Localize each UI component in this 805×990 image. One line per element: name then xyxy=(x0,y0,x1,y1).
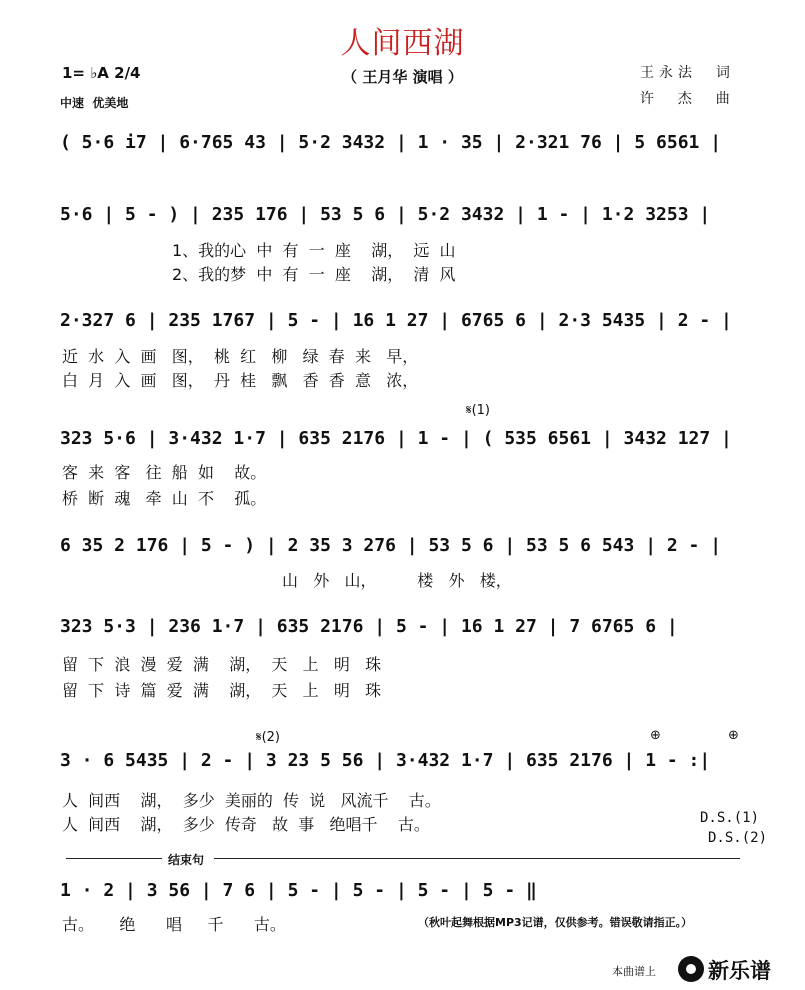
score-row-2: 5·6 | 5 - ) | 235 176 | 53 5 6 | 5·2 3432 | 1 - | 1·2 3253 | xyxy=(60,204,711,225)
lyric-row-5: 山 外 山， 楼 外 楼， xyxy=(282,571,512,590)
segno-1-mark: 𝄋(1) xyxy=(466,403,491,418)
score-row-4: 323 5·6 | 3·432 1·7 | 635 2176 | 1 - | ( 535 6561 | 3432 127 | xyxy=(60,428,732,449)
score-row-8: 1 · 2 | 3 56 | 7 6 | 5 - | 5 - | 5 - | 5 - ‖ xyxy=(60,880,537,901)
lyric-row-4-verse-2: 桥 断 魂 牵 山 不 孤。 xyxy=(62,489,267,508)
coda-mark-1: ⊕ xyxy=(650,728,661,743)
lyric-row-3-verse-2: 白 月 入 画 图， 丹 桂 飘 香 香 意 浓， xyxy=(62,371,419,390)
lyric-row-6-verse-1: 留 下 浪 漫 爱 满 湖， 天 上 明 珠 xyxy=(62,655,382,674)
song-title: 人间西湖 xyxy=(340,26,465,61)
ending-line-right xyxy=(214,858,740,859)
ending-label: 结束句 xyxy=(168,853,205,867)
lyric-row-8: 古。 绝 唱 千 古。 xyxy=(62,915,286,934)
lyric-row-3-verse-1: 近 水 入 画 图， 桃 红 柳 绿 春 来 早， xyxy=(62,347,419,366)
lyric-row-7-verse-1: 人 间西 湖， 多少 美丽的 传 说 风流千 古。 xyxy=(62,791,441,810)
composer-credit: 许 杰 曲 xyxy=(640,91,735,107)
singer-credit: （ 王月华 演唱 ） xyxy=(342,68,463,86)
coda-mark-2: ⊕ xyxy=(728,728,739,743)
vinyl-logo-icon xyxy=(678,956,704,982)
ds-1-mark: D.S.(1) xyxy=(700,810,760,826)
lyricist-credit: 王永法 词 xyxy=(640,65,735,81)
score-row-3: 2·327 6 | 235 1767 | 5 - | 16 1 27 | 6765 6 | 2·3 5435 | 2 - | xyxy=(60,310,732,331)
brand-name: 新乐谱 xyxy=(708,959,771,983)
score-row-6: 323 5·3 | 236 1·7 | 635 2176 | 5 - | 16 1 27 | 7 6765 6 | xyxy=(60,616,678,637)
ending-line-left xyxy=(66,858,162,859)
lyric-row-7-verse-2: 人 间西 湖， 多少 传奇 故 事 绝唱千 古。 xyxy=(62,815,430,834)
key-signature: 1= ♭A 2/4 xyxy=(62,64,141,82)
lyric-row-6-verse-2: 留 下 诗 篇 爱 满 湖， 天 上 明 珠 xyxy=(62,681,382,700)
lyric-row-2-verse-1: 1、我的心 中 有 一 座 湖， 远 山 xyxy=(172,241,456,260)
segno-2-mark: 𝄋(2) xyxy=(256,730,281,745)
score-row-1: ( 5·6 i7 | 6·765 43 | 5·2 3432 | 1 · 35 | 2·321 76 | 5 6561 | xyxy=(60,132,722,153)
tempo-marking: 中速 优美地 xyxy=(60,96,129,110)
lyric-row-4-verse-1: 客 来 客 往 船 如 故。 xyxy=(62,463,267,482)
transcription-note: （秋叶起舞根据MP3记谱，仅供参考。错误敬请指正。） xyxy=(418,916,693,929)
score-row-5: 6 35 2 176 | 5 - ) | 2 35 3 276 | 53 5 6 | 53 5 6 543 | 2 - | xyxy=(60,535,722,556)
ds-2-mark: D.S.(2) xyxy=(708,830,768,846)
footer-prefix: 本曲谱上 xyxy=(612,965,656,978)
score-row-7: 3 · 6 5435 | 2 - | 3 23 5 56 | 3·432 1·7 | 635 2176 | 1 - :| xyxy=(60,750,711,771)
lyric-row-2-verse-2: 2、我的梦 中 有 一 座 湖， 清 风 xyxy=(172,265,456,284)
